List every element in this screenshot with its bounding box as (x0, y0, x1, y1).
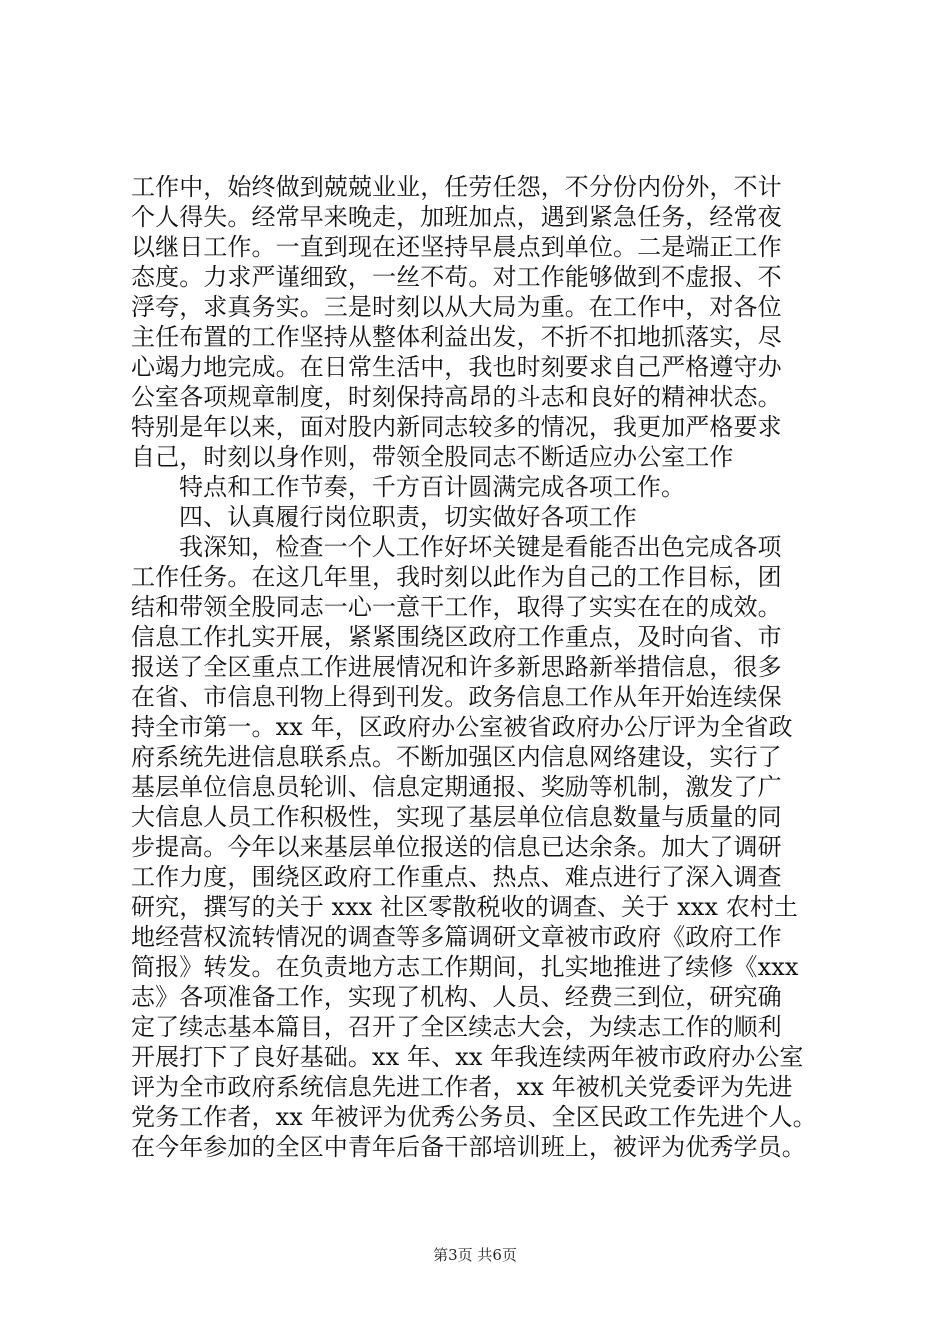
text-line: 地经营权流转情况的调查等多篇调研文章被市政府《政府工作 (131, 923, 782, 951)
text-line: 信息工作扎实开展，紧紧围绕区政府工作重点，及时向省、市 (131, 623, 782, 651)
text-line: 报送了全区重点工作进展情况和许多新思路新举措信息，很多 (131, 653, 782, 681)
text-line: 工作任务。在这几年里，我时刻以此作为自己的工作目标，团 (131, 563, 782, 591)
text-line: 我深知，检查一个人工作好坏关键是看能否出色完成各项 (179, 533, 782, 561)
text-line: 基层单位信息员轮训、信息定期通报、奖励等机制，激发了广 (131, 773, 782, 801)
text-line: 府系统先进信息联系点。不断加强区内信息网络建设，实行了 (131, 743, 782, 771)
document-body (131, 172, 851, 1162)
page-footer: 第3页 共6页 (433, 1246, 517, 1264)
text-line: 研究，撰写的关于 xxx 社区零散税收的调查、关于 xxx 农村土 (131, 893, 799, 921)
text-line: 以继日工作。一直到现在还坚持早晨点到单位。二是端正工作 (131, 233, 782, 261)
text-line: 大信息人员工作积极性，实现了基层单位信息数量与质量的同 (131, 803, 782, 831)
text-line: 简报》转发。在负责地方志工作期间，扎实地推进了续修《xxx (131, 953, 799, 981)
text-line: 个人得失。经常早来晚走，加班加点，遇到紧急任务，经常夜 (131, 203, 782, 231)
text-line: 持全市第一。xx 年，区政府办公室被省政府办公厅评为全省政 (131, 713, 793, 741)
text-line: 评为全市政府系统信息先进工作者，xx 年被机关党委评为先进 (131, 1073, 793, 1101)
text-line: 心竭力地完成。在日常生活中，我也时刻要求自己严格遵守办 (131, 353, 782, 381)
text-line: 志》各项准备工作，实现了机构、人员、经费三到位，研究确 (131, 983, 782, 1011)
text-line: 特别是年以来，面对股内新同志较多的情况，我更加严格要求 (131, 413, 782, 441)
section-heading: 四、认真履行岗位职责，切实做好各项工作 (179, 503, 637, 531)
text-line: 特点和工作节奏，千方百计圆满完成各项工作。 (179, 473, 686, 501)
text-line: 结和带领全股同志一心一意干工作，取得了实实在在的成效。 (131, 593, 782, 621)
text-line: 态度。力求严谨细致，一丝不苟。对工作能够做到不虚报、不 (131, 263, 782, 291)
text-line: 党务工作者，xx 年被评为优秀公务员、全区民政工作先进个人。 (131, 1103, 817, 1131)
text-line: 步提高。今年以来基层单位报送的信息已达余条。加大了调研 (131, 833, 782, 861)
text-line: 工作中，始终做到兢兢业业，任劳任怨，不分份内份外，不计 (131, 173, 782, 201)
text-line: 在省、市信息刊物上得到刊发。政务信息工作从年开始连续保 (131, 683, 782, 711)
text-line: 在今年参加的全区中青年后备干部培训班上，被评为优秀学员。 (131, 1133, 806, 1161)
text-line: 主任布置的工作坚持从整体利益出发，不折不扣地抓落实，尽 (131, 323, 782, 351)
text-line: 工作力度，围绕区政府工作重点、热点、难点进行了深入调查 (131, 863, 782, 891)
text-line: 开展打下了良好基础。xx 年、xx 年我连续两年被市政府办公室 (131, 1043, 804, 1071)
text-line: 定了续志基本篇目，召开了全区续志大会，为续志工作的顺利 (131, 1013, 782, 1041)
text-line: 自己，时刻以身作则，带领全股同志不断适应办公室工作 (131, 443, 734, 471)
text-line: 公室各项规章制度，时刻保持高昂的斗志和良好的精神状态。 (131, 383, 782, 411)
text-line: 浮夸，求真务实。三是时刻以从大局为重。在工作中，对各位 (131, 293, 782, 321)
